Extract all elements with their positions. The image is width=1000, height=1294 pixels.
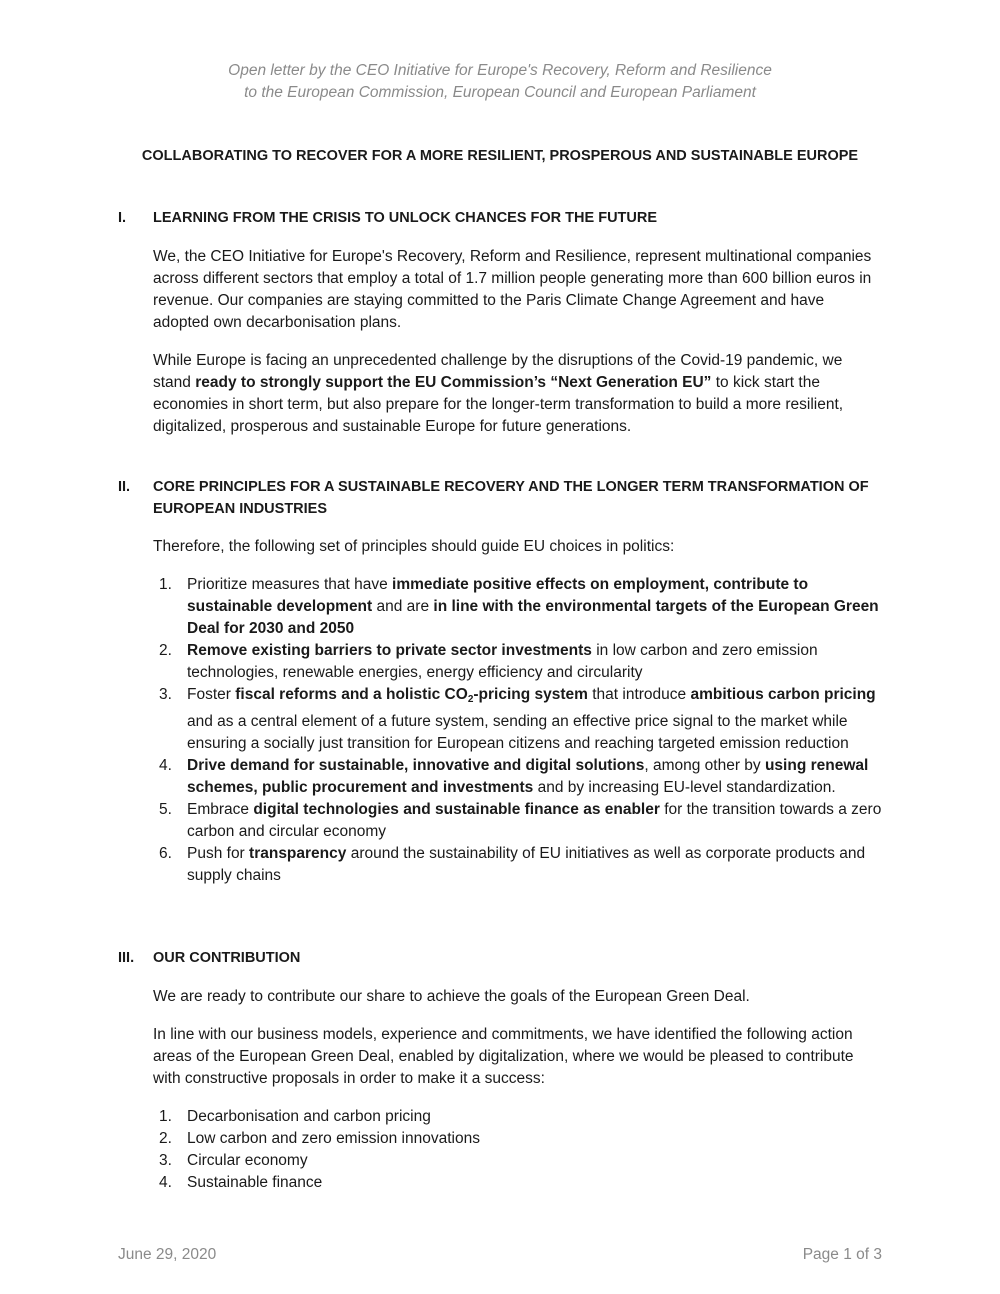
list-item [153, 1128, 888, 1150]
list-item [153, 1106, 888, 1128]
section-1-title: LEARNING FROM THE CRISIS TO UNLOCK CHANCES FOR THE FUTURE [153, 210, 658, 226]
item-text: Sustainable finance [187, 1174, 323, 1191]
principles-list [153, 574, 888, 887]
item-text: and as a central element of a future system, sending an effective price signal to the market while ensuring a socially just transition for European citizens and reaching targeted emission reduction [187, 713, 849, 752]
item-text: in low carbon and zero emission technologies, renewable energies, energy efficiency and circularity [187, 642, 818, 681]
item-text: for the transition towards a zero carbon and circular economy [187, 801, 882, 840]
section-1-number: I. [118, 210, 127, 226]
section-1-paragraph-2-text [153, 350, 878, 438]
item-bold: fiscal reforms and a holistic CO [235, 686, 468, 703]
section-2-intro [153, 536, 878, 558]
item-text: Push for [187, 845, 250, 862]
list-number: 3. [159, 686, 172, 703]
item-bold: -pricing system [473, 686, 588, 703]
section-2-intro-text: Therefore, the following set of principles should guide EU choices in politics: [153, 538, 675, 555]
section-3-title: OUR CONTRIBUTION [153, 950, 301, 966]
item-bold: digital technologies and sustainable finance as enabler [253, 801, 660, 818]
item-bold: transparency [249, 845, 347, 862]
list-item [153, 755, 888, 799]
list-number: 1. [159, 1108, 172, 1125]
section-1-paragraph-2 [153, 350, 878, 438]
footer-date: June 29, 2020 [118, 1246, 217, 1263]
item-text: , among other by [644, 757, 765, 774]
header-line-1: Open letter by the CEO Initiative for Europe's Recovery, Reform and Resilience [228, 62, 772, 79]
section-3-number: III. [118, 950, 135, 966]
list-number: 4. [159, 1174, 172, 1191]
item-text: Decarbonisation and carbon pricing [187, 1108, 431, 1125]
list-number: 3. [159, 1152, 172, 1169]
item-text: and are [372, 598, 434, 615]
list-item [153, 684, 888, 755]
item-text: Low carbon and zero emission innovations [187, 1130, 480, 1147]
p2-part-a: While Europe is facing an unprecedented challenge by the disruptions of the Covid-19 pandemic, we stand [153, 352, 843, 391]
list-item [153, 1150, 888, 1172]
item-bold: immediate positive effects on employment, contribute to sustainable development [187, 576, 809, 615]
item-bold: in line with the environmental targets of the European Green Deal for 2030 and 2050 [187, 598, 879, 637]
action-areas-list [153, 1106, 888, 1194]
item-text: around the sustainability of EU initiatives as well as corporate products and supply chains [187, 845, 866, 884]
header-line-2: to the European Commission, European Council and European Parliament [244, 84, 756, 101]
list-number: 2. [159, 642, 172, 659]
letter-header [0, 60, 1000, 104]
item-bold: ambitious carbon pricing [690, 686, 876, 703]
list-item [153, 1172, 888, 1194]
item-text: Foster [187, 686, 236, 703]
section-3-paragraph-2 [153, 1024, 878, 1090]
list-item [153, 640, 888, 684]
p2-bold: ready to strongly support the EU Commission’s “Next Generation EU” [195, 374, 712, 391]
section-1-paragraph-1 [153, 246, 878, 334]
list-number: 1. [159, 576, 172, 593]
p2-part-c: to kick start the economies in short term, but also prepare for the longer-term transformation to build a more resilient, digitalized, prosperous and sustainable Europe for future generations. [153, 374, 844, 435]
document-title: COLLABORATING TO RECOVER FOR A MORE RESILIENT, PROSPEROUS AND SUSTAINABLE EUROPE [141, 148, 859, 164]
item-bold: Drive demand for sustainable, innovative and digital solutions [187, 757, 645, 774]
footer-page-number: Page 1 of 3 [802, 1246, 882, 1263]
list-number: 5. [159, 801, 172, 818]
list-number: 4. [159, 757, 172, 774]
section-2-title: CORE PRINCIPLES FOR A SUSTAINABLE RECOVERY AND THE LONGER TERM TRANSFORMATION OF EUROPEAN INDUSTRIES [153, 479, 869, 517]
list-number: 2. [159, 1130, 172, 1147]
list-item [153, 574, 888, 640]
item-text: and by increasing EU-level standardization. [533, 779, 836, 796]
section-3-paragraph-2-text: In line with our business models, experience and commitments, we have identified the following action areas of the European Green Deal, enabled by digitalization, where we would be pleased to contribute with constructive proposals in order to make it a success: [153, 1026, 854, 1087]
item-text: Prioritize measures that have [187, 576, 393, 593]
item-text: Embrace [187, 801, 254, 818]
list-item [153, 799, 888, 843]
item-bold: using renewal schemes, public procurement and investments [187, 757, 869, 796]
section-1-paragraph-1-text: We, the CEO Initiative for Europe's Recovery, Reform and Resilience, represent multinational companies across different sectors that employ a total of 1.7 million people generating more than 600 billion euros in revenue. Our companies are staying committed to the Paris Climate Change Agreement and have adopted own decarbonisation plans. [153, 248, 872, 331]
section-2-number: II. [118, 479, 131, 495]
item-text: that introduce [587, 686, 691, 703]
co2-subscript: 2 [467, 694, 474, 705]
list-number: 6. [159, 845, 172, 862]
list-item [153, 843, 888, 887]
section-3-paragraph-1-text: We are ready to contribute our share to achieve the goals of the European Green Deal. [153, 988, 750, 1005]
item-text: Circular economy [187, 1152, 308, 1169]
item-bold: Remove existing barriers to private sector investments [187, 642, 592, 659]
section-3-paragraph-1 [153, 986, 878, 1008]
